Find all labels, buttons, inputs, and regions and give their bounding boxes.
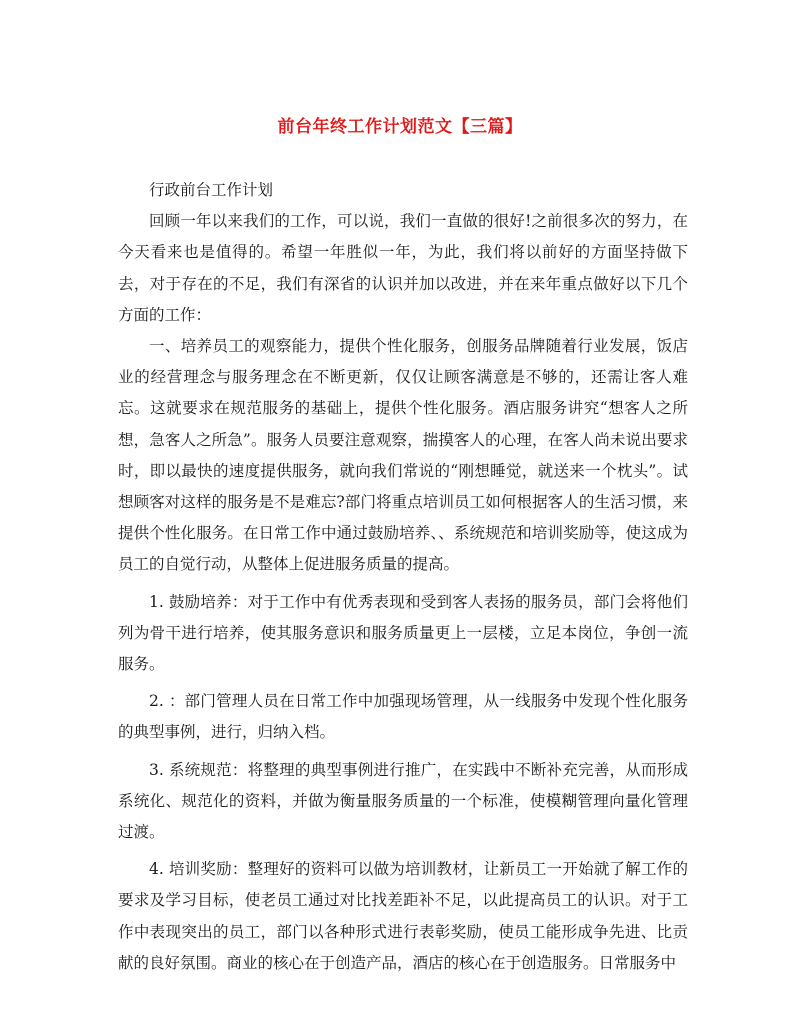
paragraph-item-1: 1. 鼓励培养：对于工作中有优秀表现和受到客人表扬的服务员，部门会将他们列为骨干进行培养，使其服务意识和服务质量更上一层楼，立足本岗位，争创一流服务。: [118, 592, 688, 674]
paragraph-intro: 回顾一年以来我们的工作，可以说，我们一直做的很好!之前很多次的努力，在今天看来也是值得的。希望一年胜似一年，为此，我们将以前好的方面坚持做下去，对于存在的不足，我们有深省的认识并加以改进，并在来年重点做好以下几个方面的工作：: [118, 212, 688, 324]
section-heading: 行政前台工作计划: [149, 181, 274, 199]
paragraph-item-2: 2. ：部门管理人员在日常工作中加强现场管理，从一线服务中发现个性化服务的典型事例，进行，归纳入档。: [118, 692, 688, 742]
paragraph-point-one: 一、培养员工的观察能力，提供个性化服务，创服务品牌随着行业发展，饭店业的经营理念与服务理念在不断更新，仅仅让顾客满意是不够的，还需让客人难忘。这就要求在规范服务的基础上，提供个性化服务。酒店服务讲究“想客人之所想，急客人之所急”。服务人员要注意观察，揣摸客人的心理，在客人尚未说出要求时，即以最快的速度提供服务，就向我们常说的“刚想睡觉，就送来一个枕头”。试想顾客对这样的服务是不是难忘?部门将重点培训员工如何根据客人的生活习惯，来提供个性化服务。在日常工作中通过鼓励培养、、系统规范和培训奖励等，使这成为员工的自觉行动，从整体上促进服务质量的提高。: [118, 337, 688, 574]
document-body: [118, 175, 688, 979]
paragraph-item-4: 4. 培训奖励：整理好的资料可以做为培训教材，让新员工一开始就了解工作的要求及学习目标，使老员工通过对比找差距补不足，以此提高员工的认识。对于工作中表现突出的员工，部门以各种形式进行表彰奖励，使员工能形成争先进、比贡献的良好氛围。商业的核心在于创造产品，酒店的核心在于创造服务。日常服务中: [118, 860, 688, 972]
document-title: 前台年终工作计划范文【三篇】: [277, 117, 523, 137]
paragraph-item-3: 3. 系统规范：将整理的典型事例进行推广，在实践中不断补充完善，从而形成系统化、规范化的资料，并做为衡量服务质量的一个标准，使模糊管理向量化管理过渡。: [118, 760, 688, 842]
